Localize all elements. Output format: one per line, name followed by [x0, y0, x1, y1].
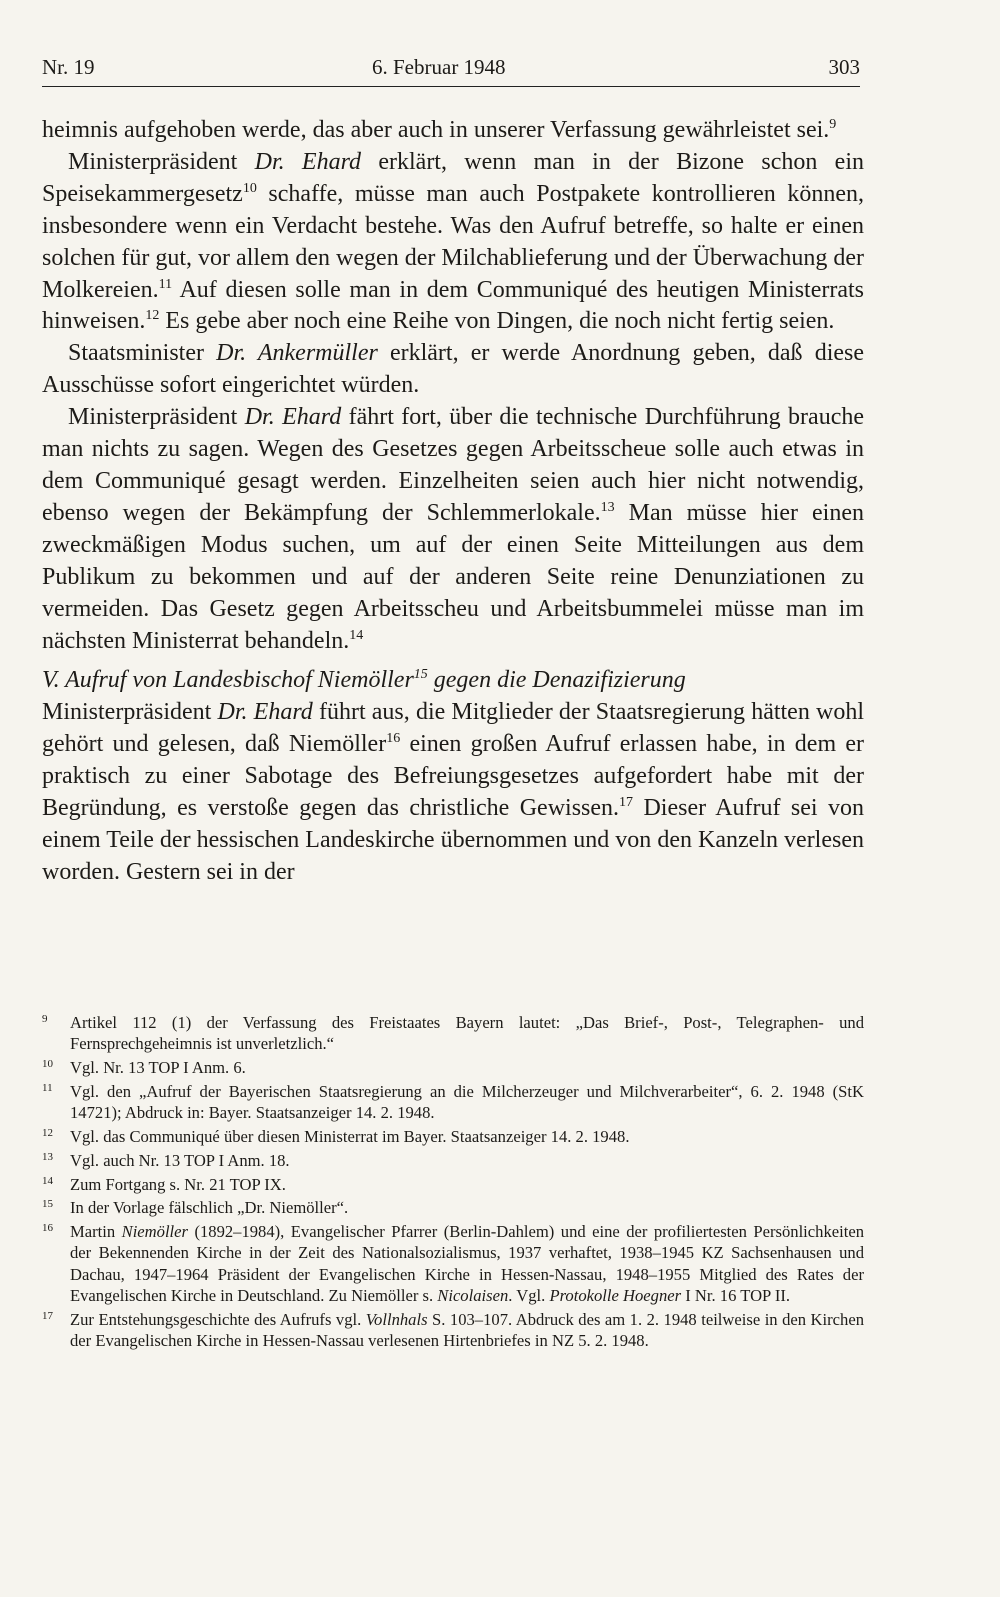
footnote-number: 17	[42, 1309, 53, 1322]
footnote-ref: 17	[619, 795, 634, 811]
footnote-ref: 10	[242, 180, 257, 196]
footnote-ref: 11	[158, 276, 173, 292]
footnote-number: 9	[42, 1013, 48, 1025]
speaker-name: Dr. Ehard	[244, 404, 342, 431]
footnote-number: 14	[42, 1174, 53, 1187]
footnote-number: 11	[42, 1081, 53, 1094]
paragraph: Ministerpräsident Dr. Ehard erklärt, wenn man in der Bizone schon ein Speisekammergesetz$^{10}$ schaffe, müsse man auch Postpakete kontrollieren können, insbesondere wenn ein Verdacht bestehe. Was den Aufruf betreffe, so halte er einen solchen für gut, vor allem den wegen der Milchablieferung und der Überwachung der Molkereien.$^{11}$ Auf diesen solle man in dem Communiqué des heutigen Ministerrats hinweisen.$^{12}$ Es gebe aber noch eine Reihe von Dingen, die noch nicht fertig seien.	[42, 148, 864, 335]
paragraph: heimnis aufgehoben werde, das aber auch in unserer Verfassung gewährleistet sei.$^9$	[42, 117, 837, 143]
paragraph: Ministerpräsident Dr. Ehard führt aus, die Mitglieder der Staatsregierung hätten wohl gehört und gelesen, daß Niemöller$^{16}$ einen großen Aufruf erlassen habe, in dem er praktisch zu einer Sabotage des Befreiungsgesetzes aufgefordert habe mit der Begründung, es verstoße gegen das christliche Gewissen.$^{17}$ Dieser Aufruf sei von einem Teile der hessischen Landeskirche übernommen und von den Kanzeln verlesen worden. Gestern sei in der	[42, 699, 865, 885]
footnote-ref: 13	[600, 499, 615, 515]
paragraph: Ministerpräsident Dr. Ehard fährt fort, über die technische Durchführung brauche man nichts zu sagen. Wegen des Gesetzes gegen Arbeitsscheue solle auch etwas in dem Communiqué gesagt werden. Einzelheiten seien auch hier nicht notwendig, ebenso wegen der Bekämpfung der Schlemmerlokale.$^{13}$ Man müsse hier einen zweckmäßigen Modus suchen, um auf der einen Seite Mitteilungen aus dem Publikum zu bekommen und auf der anderen Seite reine Denunziationen zu vermeiden. Das Gesetz gegen Arbeitsscheu und Arbeitsbummelei müsse man im nächsten Ministerrat behandeln.$^{14}$	[42, 404, 865, 654]
footnote: 16 Martin Niemöller (1892–1984), Evangelischer Pfarrer (Berlin-Dahlem) und eine der profiliertesten Persönlichkeiten der Bekennenden Kirche in der Zeit des Nationalsozialismus, 1937 verhaftet, 1938–1945 KZ Sachsenhausen und Dachau, 1947–1964 Präsident der Evangelischen Kirche in Hessen-Nassau, 1948–1955 Mitglied des Rates der Evangelischen Kirche in Deutschland. Zu Niemöller s. Nicolaisen. Vgl. Protokolle Hoegner I Nr. 16 TOP II.	[42, 1222, 864, 1306]
speaker-name: Dr. Ehard	[217, 699, 313, 726]
page-number: 303	[828, 55, 860, 79]
footnote: 15 In der Vorlage fälschlich „Dr. Niemöller“.	[42, 1198, 349, 1218]
footnote-ref: 15	[413, 667, 428, 683]
footnote-ref: 12	[145, 308, 160, 324]
section-heading: V. Aufruf von Landesbischof Niemöller$^{15}$ gegen die Denazifizierung	[42, 667, 686, 694]
footnote-ref: 9	[829, 117, 837, 132]
footnote: 13 Vgl. auch Nr. 13 TOP I Anm. 18.	[42, 1150, 290, 1170]
footnote: 11 Vgl. den „Aufruf der Bayerischen Staatsregierung an die Milcherzeuger und Milchverarbeiter“, 6. 2. 1948 (StK 14721); Abdruck in: Bayer. Staatsanzeiger 14. 2. 1948.	[42, 1081, 864, 1123]
footnote-number: 16	[42, 1222, 53, 1235]
running-head	[42, 54, 860, 87]
speaker-name: Dr. Ankermüller	[216, 340, 378, 367]
paragraph: Staatsminister Dr. Ankermüller erklärt, er werde Anordnung geben, daß diese Ausschüsse sofort eingerichtet würden.	[42, 340, 865, 399]
footnote: 14 Zum Fortgang s. Nr. 21 TOP IX.	[42, 1174, 286, 1194]
footnotes	[42, 1012, 864, 1354]
footnote: 10 Vgl. Nr. 13 TOP I Anm. 6.	[42, 1058, 246, 1078]
footnote-number: 10	[42, 1058, 53, 1071]
speaker-name: Dr. Ehard	[254, 148, 362, 175]
footnote: 12 Vgl. das Communiqué über diesen Ministerrat im Bayer. Staatsanzeiger 14. 2. 1948.	[42, 1126, 630, 1146]
footnote-number: 12	[42, 1126, 53, 1139]
footnote: 9 Artikel 112 (1) der Verfassung des Freistaates Bayern lautet: „Das Brief-, Post-, Telegraphen- und Fernsprechgeheimnis ist unverletzlich.“	[42, 1013, 864, 1054]
footnote-ref: 14	[349, 627, 364, 643]
session-date: 6. Februar 1948	[372, 55, 506, 79]
footnote-ref: 16	[386, 731, 401, 747]
footnote: 17 Zur Entstehungsgeschichte des Aufrufs vgl. Vollnhals S. 103–107. Abdruck des am 1. 2. 1948 teilweise in den Kirchen der Evangelischen Kirche in Hessen-Nassau verlesenen Hirtenbriefes in NZ 5. 2. 1948.	[42, 1309, 864, 1351]
issue-number: Nr. 19	[42, 55, 95, 79]
footnote-number: 15	[42, 1198, 53, 1211]
footnote-number: 13	[42, 1150, 53, 1163]
main-text	[42, 115, 864, 889]
